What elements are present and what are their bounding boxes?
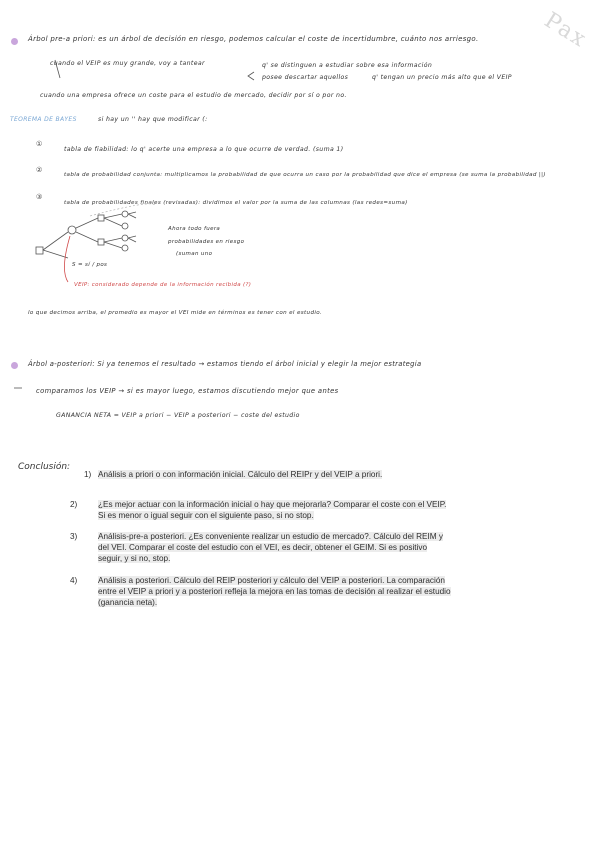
conclusion-item-1-text: Análisis a priori o con información inicial. Cálculo del REIPr y del VEIP a priori. <box>98 470 383 479</box>
conclusion-item-4 <box>70 576 453 608</box>
section2-line3: GANANCIA NETA = VEIP a priori − VEIP a posteriori − coste del estudio <box>56 412 300 419</box>
teorema-text: si hay un '' hay que modificar (: <box>98 116 208 123</box>
conclusion-title: Conclusión: <box>18 462 71 472</box>
diagram-note2: probabilidades en riesgo <box>168 239 245 245</box>
section1-line4: cuando una empresa ofrece un coste para el estudio de mercado, decidir por sí o por no. <box>40 92 347 99</box>
section1-line3b: q' tengan un precio más alto que el VEIP <box>372 74 512 81</box>
item1-text: tabla de fiabilidad: lo q' acerte una empresa a lo que ocurre de verdad. (suma 1) <box>64 146 344 153</box>
conclusion-item-1-num: 1) <box>84 470 92 479</box>
diagram-label-s: S = sí / pos <box>72 262 108 268</box>
conclusion-item-1 <box>84 470 439 481</box>
conclusion-item-3 <box>70 532 453 564</box>
item2-marker: ② <box>36 166 43 174</box>
section1-line5: lo que decimos arriba, el promedio es mayor el VEI mide en términos es tener con el estudio. <box>28 310 323 316</box>
section1-line1: Árbol pre-a priori: es un árbol de decisión en riesgo, podemos calcular el coste de incertidumbre, cuánto nos arriesgo. <box>28 35 479 43</box>
diagram-label-veip: VEIP: considerado depende de la información recibida (?) <box>74 282 252 288</box>
section2-line2: comparamos los VEIP → si es mayor luego, estamos discutiendo mejor que antes <box>36 387 339 395</box>
item1-marker: ① <box>36 140 43 148</box>
conclusion-item-4-num: 4) <box>70 576 78 585</box>
conclusion-item-4-text: Análisis a posteriori. Cálculo del REIP posteriori y cálculo del VEIP a posteriori. La comparación entre el VEIP a priori y a posteriori refleja la mejora en las tomas de decisión al realizar el estudio (ganancia neta). <box>98 576 451 607</box>
conclusion-item-3-text: Análisis-pre-a posteriori. ¿Es conveniente realizar un estudio de mercado?. Cálculo del REIM y del VEI. Comparar el coste del estudio con el VEI, es decir, obtener el GEIM. Si es positivo seguir, y si no, stop. <box>98 532 443 563</box>
conclusion-item-2-text: ¿Es mejor actuar con la información inicial o hay que mejorarla? Comparar el coste con el VEIP. Si es menor o igual seguir con el siguiente paso, si no stop. <box>98 500 447 520</box>
section2-line1: Árbol a-posteriori: Si ya tenemos el resultado → estamos tiendo el árbol inicial y elegir la mejor estrategia <box>28 360 422 368</box>
bullet-section2 <box>11 362 18 369</box>
section1-line2: cuando el VEIP es muy grande, voy a tantear <box>50 60 205 67</box>
item3-marker: ③ <box>36 193 43 201</box>
section1-line2b: q' se distinguen a estudiar sobre esa información <box>262 62 433 69</box>
conclusion-item-2-num: 2) <box>70 500 78 509</box>
watermark: Pax <box>539 7 592 54</box>
section1-line3: posee descartar aquellos <box>262 74 349 81</box>
diagram-note3: (suman uno <box>176 251 213 257</box>
diagram-note1: Ahora todo fuera <box>168 226 221 232</box>
teorema-label: TEOREMA DE BAYES <box>10 116 77 123</box>
conclusion-item-2 <box>70 500 453 522</box>
item2-text: tabla de probabilidad conjunta: multiplicamos la probabilidad de que ocurra un caso por la probabilidad que dice el empresa (se suma la probabilidad ||) <box>64 172 546 178</box>
conclusion-item-3-num: 3) <box>70 532 78 541</box>
item3-text: tabla de probabilidades finales (revisadas): dividimos el valor por la suma de las columnas (las redes=suma) <box>64 200 408 206</box>
